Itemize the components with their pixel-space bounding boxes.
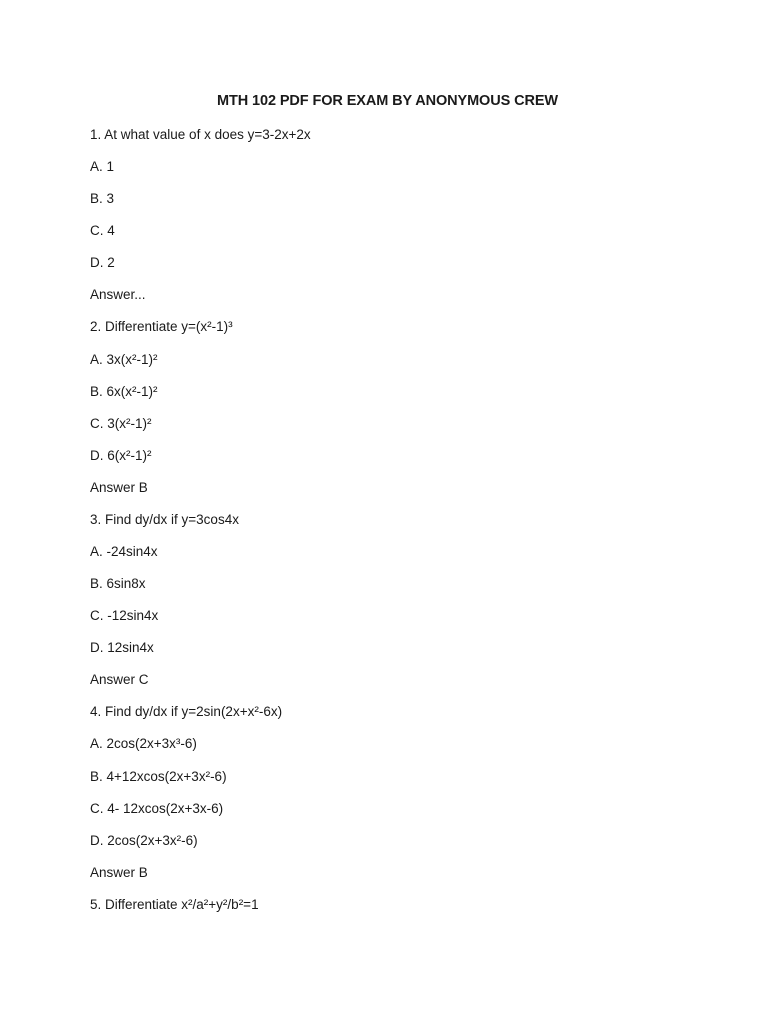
answer-option: C. 4- 12xcos(2x+3x-6) — [90, 800, 224, 816]
answer-option: B. 6x(x²-1)² — [90, 383, 158, 399]
answer-key: Answer... — [90, 287, 146, 303]
answer-key: Answer B — [90, 864, 148, 880]
answer-option: C. -12sin4x — [90, 608, 159, 624]
answer-option: D. 12sin4x — [90, 640, 154, 656]
question-text: 1. At what value of x does y=3-2x+2x — [90, 127, 311, 142]
answer-option: B. 4+12xcos(2x+3x²-6) — [90, 768, 227, 784]
question-list — [90, 124, 311, 926]
question-text: 3. Find dy/dx if y=3cos4x — [90, 511, 239, 527]
answer-option: A. 1 — [90, 159, 115, 175]
answer-key: Answer C — [90, 672, 149, 688]
answer-option: B. 3 — [90, 191, 115, 207]
answer-option: D. 2cos(2x+3x²-6) — [90, 832, 198, 848]
question-text: 4. Find dy/dx if y=2sin(2x+x²-6x) — [90, 704, 283, 720]
answer-option: B. 6sin8x — [90, 576, 146, 592]
answer-option: D. 6(x²-1)² — [90, 447, 152, 463]
answer-option: C. 3(x²-1)² — [90, 415, 152, 431]
question-text: 5. Differentiate x²/a²+y²/b²=1 — [90, 896, 259, 912]
answer-option: A. 3x(x²-1)² — [90, 351, 158, 367]
answer-option: A. -24sin4x — [90, 544, 158, 560]
document-title: MTH 102 PDF FOR EXAM BY ANONYMOUS CREW — [216, 93, 558, 109]
answer-option: A. 2cos(2x+3x³-6) — [90, 736, 197, 752]
question-text: 2. Differentiate y=(x²-1)³ — [90, 319, 233, 335]
answer-key: Answer B — [90, 479, 148, 495]
answer-option: C. 4 — [90, 223, 115, 239]
answer-option: D. 2 — [90, 255, 115, 271]
